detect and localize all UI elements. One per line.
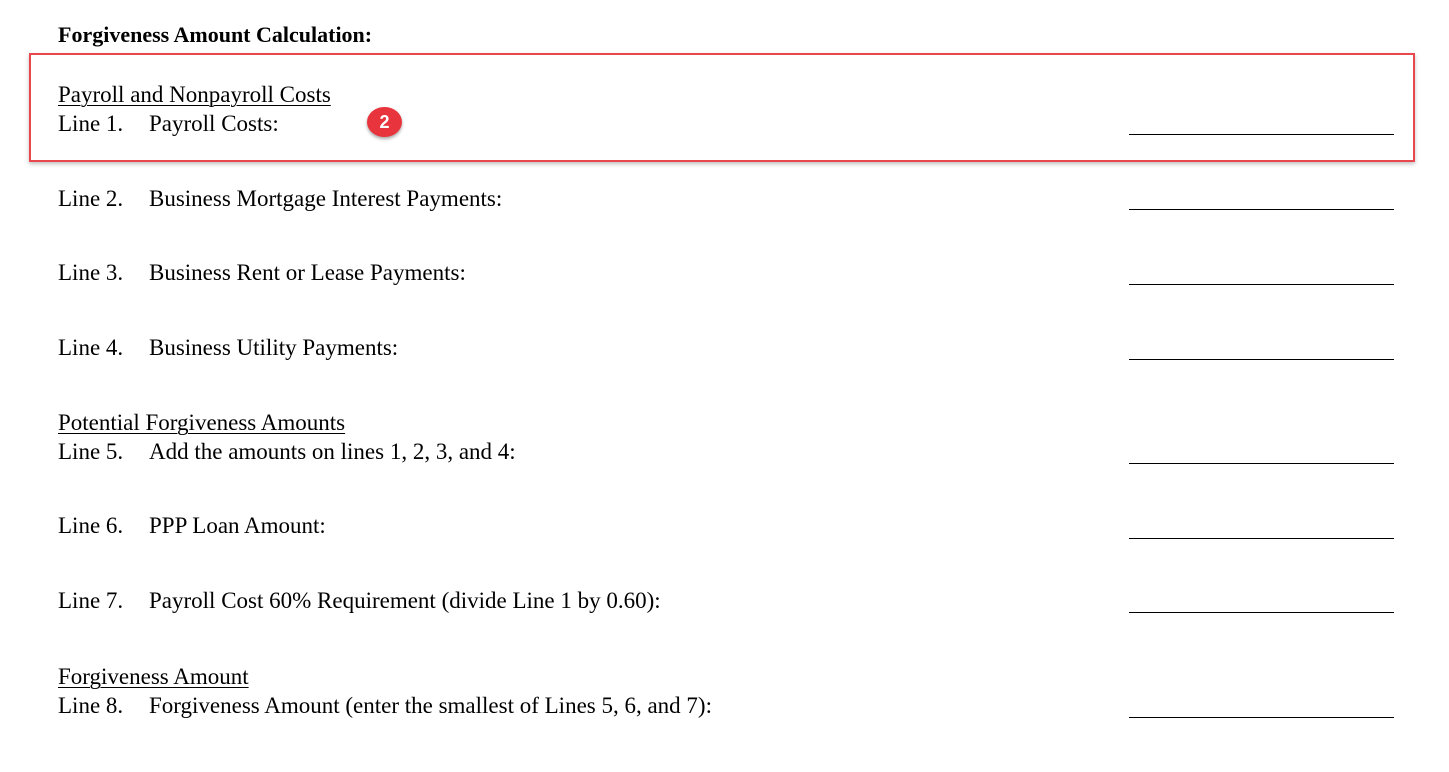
answer-blank-line-5[interactable]	[1129, 463, 1394, 464]
form-title: Forgiveness Amount Calculation:	[58, 22, 373, 47]
answer-blank-line-7[interactable]	[1129, 612, 1394, 613]
line-label: Payroll Costs:	[149, 111, 279, 136]
line-label: PPP Loan Amount:	[149, 513, 326, 538]
line-number: Line 5.	[58, 439, 124, 464]
line-number: Line 7.	[58, 588, 124, 613]
line-number: Line 8.	[58, 693, 124, 718]
line-label: Add the amounts on lines 1, 2, 3, and 4:	[149, 439, 516, 464]
section-heading-payroll: Payroll and Nonpayroll Costs	[58, 82, 331, 107]
line-number: Line 1.	[58, 111, 124, 136]
line-number: Line 2.	[58, 186, 124, 211]
line-label: Business Rent or Lease Payments:	[149, 260, 466, 285]
line-label: Business Mortgage Interest Payments:	[149, 186, 503, 211]
answer-blank-line-4[interactable]	[1129, 359, 1394, 360]
answer-blank-line-6[interactable]	[1129, 538, 1394, 539]
answer-blank-line-3[interactable]	[1129, 284, 1394, 285]
answer-blank-line-1[interactable]	[1129, 134, 1394, 135]
section-heading-potential: Potential Forgiveness Amounts	[58, 410, 346, 435]
answer-blank-line-2[interactable]	[1129, 209, 1394, 210]
answer-blank-line-8[interactable]	[1129, 717, 1394, 718]
line-number: Line 6.	[58, 513, 124, 538]
line-label: Forgiveness Amount (enter the smallest of Lines 5, 6, and 7):	[149, 693, 712, 718]
line-number: Line 3.	[58, 260, 124, 285]
line-label: Business Utility Payments:	[149, 335, 399, 360]
step-badge: 2	[367, 107, 402, 137]
line-number: Line 4.	[58, 335, 124, 360]
section-heading-forgiveness: Forgiveness Amount	[58, 664, 249, 689]
line-label: Payroll Cost 60% Requirement (divide Line 1 by 0.60):	[149, 588, 661, 613]
